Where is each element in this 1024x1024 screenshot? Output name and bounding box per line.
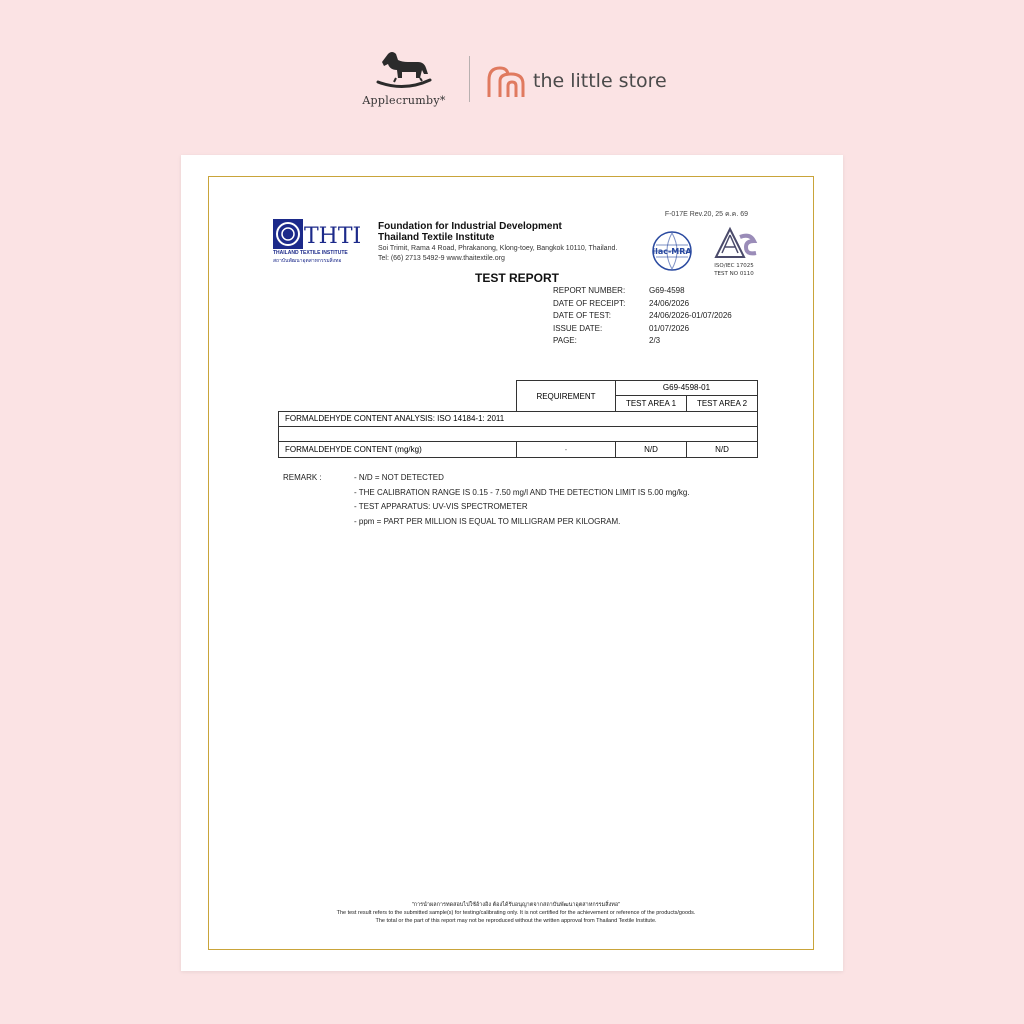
remark-list	[354, 473, 690, 532]
meta-value: 24/06/2026-01/07/2026	[649, 311, 732, 321]
meta-label: ISSUE DATE:	[553, 323, 603, 333]
meta-label: DATE OF TEST:	[553, 311, 611, 321]
sample-id-header: G69-4598-01	[615, 380, 758, 396]
remark-item: - ppm = PART PER MILLION IS EQUAL TO MILLIGRAM PER KILOGRAM.	[354, 517, 621, 527]
report-title: TEST REPORT	[475, 271, 560, 285]
meta-row	[553, 286, 732, 299]
test-area-2-header: TEST AREA 2	[686, 395, 758, 412]
ilac-mra-logo	[648, 231, 696, 271]
ilac-mra-text: ilac-MRA	[652, 247, 692, 256]
rocking-horse-icon	[374, 48, 434, 92]
tisi-text-1: ISO/IEC 17025	[714, 263, 754, 269]
thti-thai-caption: สถาบันพัฒนาอุตสาหกรรมสิ่งทอ	[273, 258, 342, 264]
brand-divider	[469, 56, 470, 102]
store-arch-icon	[486, 64, 526, 98]
meta-row	[553, 336, 732, 349]
meta-row	[553, 311, 732, 324]
org-line-1: Foundation for Industrial Development	[378, 221, 562, 232]
meta-value: 01/07/2026	[649, 323, 690, 333]
tisi-text-2: TEST NO 0110	[714, 271, 754, 277]
formaldehyde-row-area-2: N/D	[686, 441, 758, 458]
requirement-header: REQUIREMENT	[516, 380, 616, 412]
organization-address	[378, 244, 617, 264]
report-meta	[553, 286, 732, 349]
footer-line: "การนำผลการทดสอบไปใช้อ้างอิง ต้องได้รับอนุญาตจากสถาบันพัฒนาอุตสาหกรรมสิ่งทอ"	[411, 902, 621, 908]
organization-name	[378, 221, 562, 243]
formaldehyde-row-requirement: -	[516, 441, 616, 458]
analysis-section-row: FORMALDEHYDE CONTENT ANALYSIS: ISO 14184-1: 2011	[278, 411, 758, 427]
brand-header	[0, 0, 1024, 120]
test-area-1-header: TEST AREA 1	[615, 395, 687, 412]
meta-label: REPORT NUMBER:	[553, 286, 626, 295]
test-report-page	[181, 155, 843, 971]
meta-row	[553, 324, 732, 337]
tisi-accreditation-logo	[706, 225, 762, 279]
the-little-store-logo-text: the little store	[533, 70, 667, 92]
thti-logo-text: THTI	[304, 224, 362, 249]
footer-disclaimer	[271, 901, 761, 925]
document-code: F-017E Rev.20, 25 ค.ค. 69	[664, 211, 748, 218]
remark-item: - TEST APPARATUS: UV-VIS SPECTROMETER	[354, 502, 528, 512]
meta-row	[553, 299, 732, 312]
formaldehyde-row-area-1: N/D	[615, 441, 687, 458]
applecrumby-logo-text: Applecrumby*	[362, 94, 446, 107]
address-line-1: Soi Trimit, Rama 4 Road, Phrakanong, Klong-toey, Bangkok 10110, Thailand.	[378, 245, 618, 252]
meta-label: DATE OF RECEIPT:	[553, 298, 626, 308]
remark-item: - N/D = NOT DETECTED	[354, 473, 444, 482]
meta-value: G69-4598	[649, 286, 685, 295]
remark-item: - THE CALIBRATION RANGE IS 0.15 - 7.50 mg/l AND THE DETECTION LIMIT IS 5.00 mg/kg.	[354, 487, 690, 497]
meta-label: PAGE:	[553, 336, 577, 346]
org-line-2: Thailand Textile Institute	[378, 232, 495, 243]
footer-line: The test result refers to the submitted sample(s) for testing/calibrating only. It is not certified for the achievement or reference of the products/goods.	[336, 910, 696, 916]
empty-row	[278, 426, 758, 442]
remark-label: REMARK :	[283, 473, 322, 482]
meta-value: 2/3	[649, 336, 661, 346]
meta-value: 24/06/2026	[649, 298, 690, 308]
footer-line: The total or the part of this report may not be reproduced without the written approval from Thailand Textile Institute.	[375, 918, 657, 924]
thti-caption: THAILAND TEXTILE INSTITUTE	[273, 250, 348, 256]
formaldehyde-row-label: FORMALDEHYDE CONTENT (mg/kg)	[278, 441, 517, 458]
address-line-2: Tel: (66) 2713 5492-9 www.thaitextile.org	[378, 255, 505, 262]
